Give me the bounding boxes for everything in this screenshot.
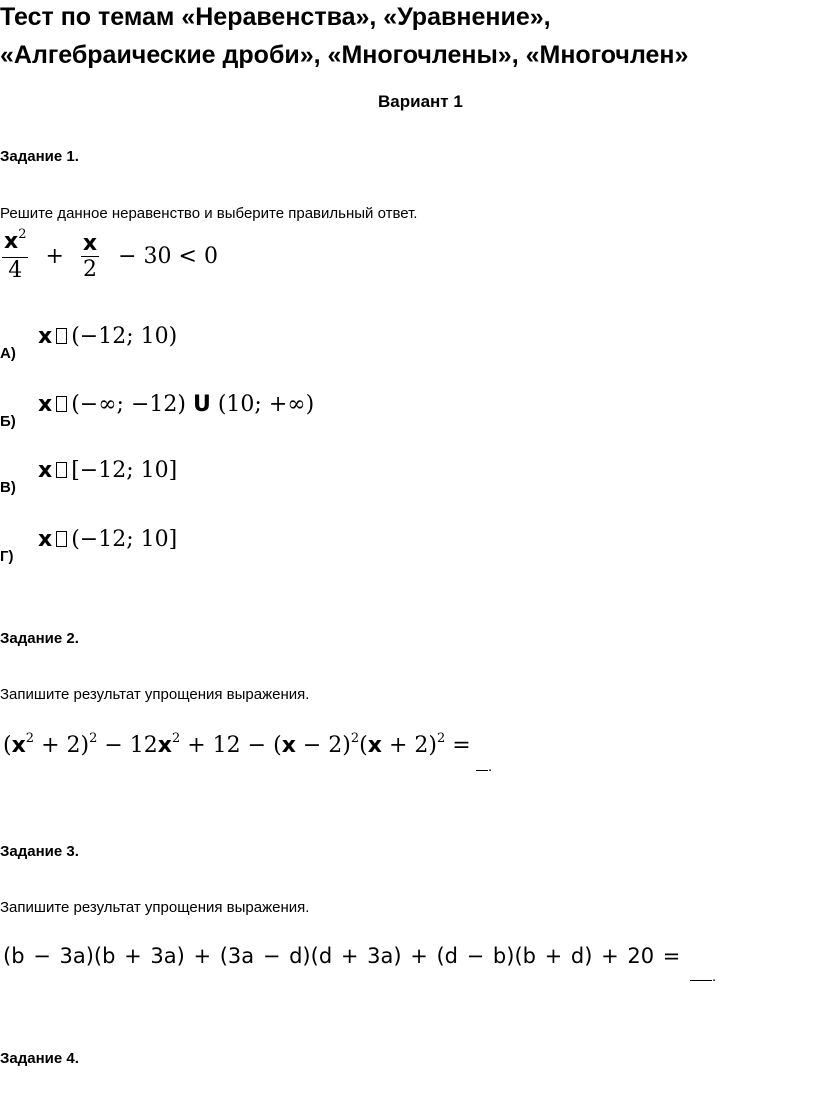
- option-d-letter: Г): [0, 548, 14, 565]
- option-c-expression[interactable]: x [−12; 10]: [38, 458, 178, 483]
- task3-answer-blank[interactable]: .: [690, 960, 716, 985]
- missing-glyph-icon: [56, 396, 67, 412]
- task1-heading: Задание 1.: [0, 148, 79, 165]
- task2-heading: Задание 2.: [0, 630, 79, 647]
- missing-glyph-icon: [56, 462, 67, 478]
- task3-instruction: Запишите результат упрощения выражения.: [0, 899, 310, 916]
- option-b-expression[interactable]: x (−∞; −12) U (10; +∞): [38, 392, 315, 417]
- task1-instruction: Решите данное неравенство и выберите правильный ответ.: [0, 205, 418, 222]
- variant-label: Вариант 1: [378, 92, 463, 111]
- document-title-line2: «Алгебраические дроби», «Многочлены», «Многочлен»: [0, 41, 689, 69]
- task4-heading: Задание 4.: [0, 1050, 79, 1067]
- task1-inequality: $\frac{x^2}{4}$ + $\frac{x}{2}$ − 30 < 0: [4, 227, 218, 283]
- option-d-expression[interactable]: x (−12; 10]: [38, 527, 178, 552]
- option-a-letter: А): [0, 345, 16, 362]
- fraction-2: $\frac{x}{2}$: [82, 230, 98, 282]
- fraction-1: $\frac{x^2}{4}$: [4, 227, 27, 283]
- option-a-expression[interactable]: x (−12; 10): [38, 324, 178, 349]
- option-c-letter: В): [0, 479, 16, 496]
- missing-glyph-icon: [56, 328, 67, 344]
- document-title-line1: Тест по темам «Неравенства», «Уравнение»,: [0, 3, 551, 31]
- missing-glyph-icon: [56, 531, 67, 547]
- task3-heading: Задание 3.: [0, 843, 79, 860]
- task3-expression: (b − 3a)(b + 3a) + (3a − d)(d + 3a) + (d − b)(b + d) + 20 =: [3, 944, 681, 968]
- task2-expression: $(x^2 + 2)^2 - 12x^2 + 12 - (x - 2)^2(x + 2)^2$ =: [3, 731, 471, 758]
- task2-answer-blank[interactable]: .: [476, 752, 492, 775]
- task2-instruction: Запишите результат упрощения выражения.: [0, 686, 310, 703]
- option-b-letter: Б): [0, 413, 16, 430]
